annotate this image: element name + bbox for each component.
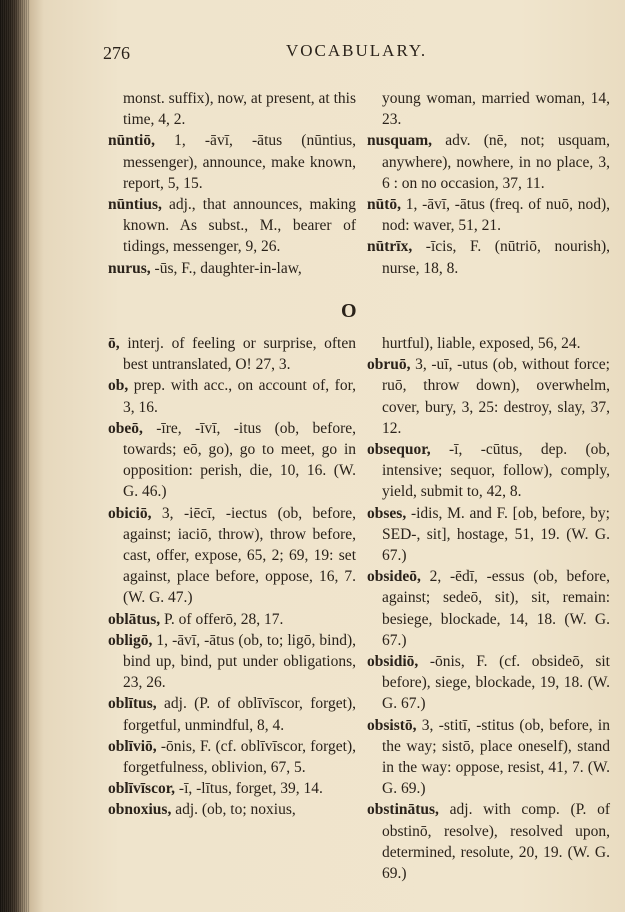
entry-text: prep. with acc., on account of, for, 3, 16. [123, 377, 356, 416]
dictionary-entry [108, 194, 356, 258]
entry-text: 3, -stitī, -stitus (ob, before, in the way; sistō, place oneself), stand in the way: oppose, resist, 41, 7. (W. G. 69.) [382, 716, 610, 798]
entry-text: adj. (ob, to; noxius, [171, 801, 296, 819]
dictionary-entry [367, 715, 610, 800]
dictionary-entry [108, 418, 356, 503]
headword: obsistō, [367, 716, 417, 734]
entry-text: -ōnis, F. (cf. oblīvīscor, forget), forgetfulness, oblivion, 67, 5. [123, 737, 356, 777]
entry-text: 1, -āvī, -ātus (nūntius, messenger), announce, make known, report, 5, 15. [123, 132, 356, 192]
headword: obnoxius, [108, 801, 172, 819]
entry-text: hurtful), liable, exposed, 56, 24. [382, 335, 581, 352]
dictionary-entry [108, 333, 356, 375]
entry-text: -ī, -lītus, forget, 39, 14. [175, 780, 323, 798]
headword: obeō, [108, 419, 143, 437]
entry-text: -idis, M. and F. [ob, before, by; SED-, sit], hostage, 51, 19. (W. G. 67.) [382, 504, 610, 565]
headword: obligō, [108, 631, 153, 649]
entry-text: young woman, married woman, 14, 23. [382, 90, 610, 129]
headword: nūtrīx, [367, 238, 413, 256]
headword: obsidiō, [367, 653, 419, 671]
dictionary-entry [367, 566, 610, 651]
running-title: VOCABULARY. [286, 41, 428, 60]
bottom-left-column [108, 333, 356, 821]
headword: nūntiō, [108, 132, 155, 150]
headword: ō, [108, 335, 120, 352]
page-number: 276 [103, 43, 130, 63]
headword: nūtō, [367, 196, 402, 214]
entry-text: adv. (nē, not; usquam, anywhere), nowhere, in no place, 3, 6 : on no occasion, 37, 11. [382, 132, 610, 192]
section-letter: O [341, 300, 357, 322]
entry-text: 2, -ēdī, -essus (ob, before, against; sedeō, sit), sit, remain: besiege, blockade, 14, 18. (W. G. 67.) [382, 568, 610, 649]
entry-text: -īcis, F. (nūtriō, nourish), nurse, 18, 8. [382, 238, 610, 277]
dictionary-entry [108, 375, 356, 417]
entry-text: 1, -āvī, -ātus (freq. of nuō, nod), nod: waver, 51, 21. [382, 196, 610, 235]
headword: obstinātus, [367, 801, 439, 819]
page-binding-edge [0, 0, 30, 912]
headword: oblītus, [108, 695, 157, 713]
headword: nusquam, [367, 132, 433, 150]
entry-continuation [367, 88, 610, 130]
dictionary-entry [108, 503, 356, 609]
entry-text: adj., that announces, making known. As subst., M., bearer of tidings, messenger, 9, 26. [123, 196, 356, 256]
headword: oblīvīscor, [108, 780, 176, 798]
entry-text: adj. (P. of oblīvīscor, forget), forgetful, unmindful, 8, 4. [123, 695, 356, 734]
entry-continuation [108, 88, 356, 130]
dictionary-entry [367, 503, 610, 567]
dictionary-entry [108, 736, 356, 778]
entry-text: adj. with comp. (P. of obstinō, resolve), resolved upon, determined, resolute, 20, 19. (W. G. 69.) [382, 801, 610, 883]
top-right-column [367, 88, 610, 279]
headword: nurus, [108, 259, 151, 277]
headword: nūntius, [108, 196, 162, 214]
entry-text: 3, -uī, -utus (ob, without force; ruō, throw down), overwhelm, cover, bury, 3, 25: destroy, slay, 37, 12. [382, 356, 610, 437]
dictionary-entry [367, 194, 610, 236]
dictionary-entry [367, 799, 610, 884]
entry-text: 1, -āvī, -ātus (ob, to; ligō, bind), bind up, bind, put under obligations, 23, 26. [123, 631, 356, 692]
entry-text: -ōnis, F. (cf. obsideō, sit before), siege, blockade, 19, 18. (W. G. 67.) [382, 653, 610, 713]
headword: ob, [108, 377, 129, 395]
entry-text: 3, -iēcī, -iectus (ob, before, against; iaciō, throw), throw before, cast, offer, expose, 65, 2; 69, 19: set against, place before, oppose, 16, 7. (W. G. 47.) [123, 504, 356, 607]
headword: obruō, [367, 356, 411, 374]
dictionary-entry [367, 236, 610, 278]
headword: oblīviō, [108, 737, 157, 755]
dictionary-entry [108, 130, 356, 194]
headword: obiciō, [108, 504, 152, 522]
entry-text: monst. suffix), now, at present, at this time, 4, 2. [123, 90, 356, 129]
entry-text: P. of offerō, 28, 17. [160, 610, 284, 628]
dictionary-entry [108, 799, 356, 820]
headword: obses, [367, 504, 407, 522]
dictionary-entry [108, 778, 356, 799]
headword: obsequor, [367, 441, 431, 459]
headword: oblātus, [108, 610, 161, 628]
headword: obsideō, [367, 568, 421, 586]
dictionary-entry [108, 693, 356, 735]
entry-text: -ūs, F., daughter-in-law, [150, 259, 302, 277]
dictionary-entry [367, 130, 610, 194]
dictionary-entry [367, 354, 610, 439]
entry-text: -īre, -īvī, -itus (ob, before, towards; eō, go), go to meet, go in opposition: perish, die, 10, 16. (W. G. 46.) [123, 419, 356, 501]
dictionary-entry [108, 258, 356, 279]
dictionary-entry [108, 609, 356, 630]
entry-text: -ī, -cūtus, dep. (ob, intensive; sequor, follow), comply, yield, submit to, 42, 8. [382, 441, 610, 501]
bottom-right-column [367, 333, 610, 884]
top-left-column [108, 88, 356, 279]
dictionary-entry [367, 651, 610, 715]
entry-text: interj. of feeling or surprise, often best untranslated, O! 27, 3. [119, 335, 356, 374]
dictionary-entry [108, 630, 356, 694]
dictionary-entry [367, 439, 610, 503]
entry-continuation [367, 333, 610, 354]
